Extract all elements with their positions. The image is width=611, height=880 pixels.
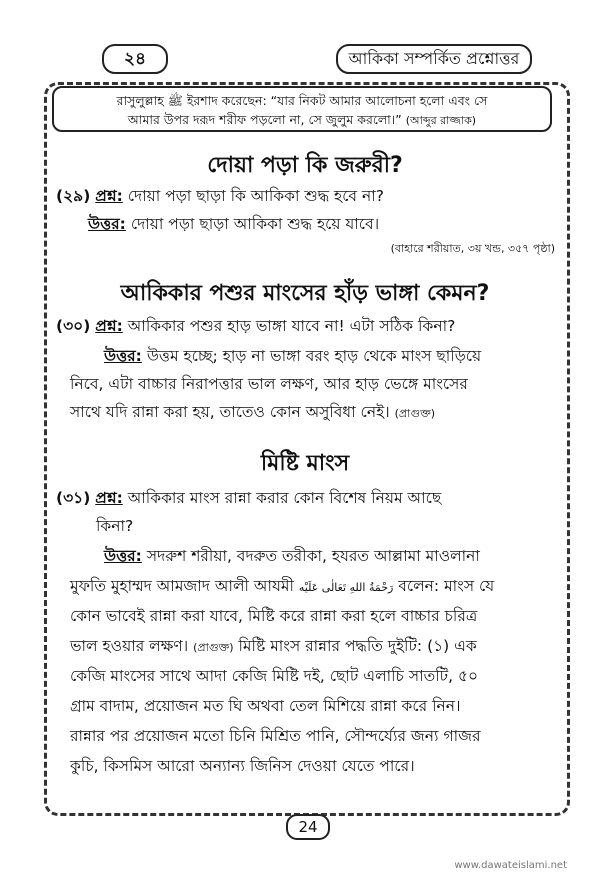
answer-31-line: কুচি, কিসমিস আরো অন্যান্য জিনিস দেওয়া যেতে পারে। — [70, 757, 415, 775]
section-heading: দোয়া পড়া কি জরুরী? — [207, 153, 403, 178]
answer-30-line: উত্তর: উত্তম হচ্ছে; হাড় না ভাঙ্গা বরং হাড় থেকে মাংস ছাড়িয়ে — [104, 347, 482, 365]
running-header-title: আকিকা সম্পর্কিত প্রশ্নোত্তর — [336, 44, 532, 74]
answer-30-line: সাথে যদি রান্না করা হয়, তাতেও কোন অসুবিধা নেই। (প্রাগুক্ত) — [70, 403, 436, 421]
question-31-line2: কিনা? — [96, 517, 134, 535]
section-heading: মিষ্টি মাংস — [260, 451, 350, 476]
answer-31-line: রান্নার পর প্রয়োজন মতো চিনি মিশ্রিত পানি, সৌন্দর্য্যের জন্য গাজর — [70, 727, 481, 745]
answer-31-line: কেজি মাংসের সাথে আদা কেজি মিষ্টি দই, ছোট এলাচি সাতটি, ৫০ — [70, 667, 479, 685]
page-number-footer: 24 — [286, 814, 330, 840]
section-heading: আকিকার পশুর মাংসের হাঁড় ভাঙ্গা কেমন? — [120, 281, 490, 306]
answer-31-line: ভাল হওয়ার লক্ষণ। (প্রাগুক্ত) মিষ্টি মাংস রান্নার পদ্ধতি দুইটি: (১) এক — [70, 637, 477, 655]
answer-31-line: গ্রাম বাদাম, প্রয়োজন মত ঘি অথবা তেল মিশিয়ে রান্না করে নিন। — [70, 697, 461, 715]
page-number-bengali: ২৪ — [102, 44, 168, 74]
quote-line-1: রাসুলুল্লাহ ﷺ ইরশাদ করেছেন: “যার নিকট আমার আলোচনা হলো এবং সে — [116, 93, 488, 108]
question-31: (৩১) প্রশ্ন: আকিকার মাংস রান্না করার কোন বিশেষ নিয়ম আছে — [56, 489, 442, 507]
answer-31-line: কোন ভাবেই রান্না করা যাবে, মিষ্টি করে রান্না করা হলে বাচ্চার চরিত্র — [70, 607, 478, 625]
hadith-quote-box — [52, 86, 552, 132]
website-watermark: www.dawateislami.net — [454, 860, 567, 871]
arabic-honorific: رَحْمَةُ اللهِ تَعَالٰی عَلَيْه — [298, 581, 394, 594]
answer-30-line: নিবে, এটা বাচ্চার নিরাপত্তার ভাল লক্ষণ, আর হাড় ভেঙ্গে মাংসের — [70, 375, 468, 393]
quote-source: (আব্দুর রাজ্জাক) — [405, 114, 477, 127]
quote-line-2: আমার উপর দরূদ শরীফ পড়লো না, সে জুলুম করলো।” (আব্দুর রাজ্জাক) — [127, 112, 477, 127]
source-citation: (বাহারে শরীয়াত, ৩য় খন্ড, ৩৫৭ পৃষ্ঠা) — [390, 242, 555, 255]
question-30: (৩০) প্রশ্ন: আকিকার পশুর হাড় ভাঙ্গা যাবে না! এটা সঠিক কিনা? — [56, 317, 456, 335]
answer-29: উত্তর: দোয়া পড়া ছাড়া আকিকা শুদ্ধ হয়ে যাবে। — [88, 215, 380, 233]
question-29: (২৯) প্রশ্ন: দোয়া পড়া ছাড়া কি আকিকা শুদ্ধ হবে না? — [56, 187, 384, 205]
answer-31-line: মুফতি মুহাম্মদ আমজাদ আলী আযমী رَحْمَةُ اللهِ تَعَالٰی عَلَيْه বলেন: মাংস যে — [70, 577, 495, 595]
answer-31-line: উত্তর: সদরুশ শরীয়া, বদরুত তরীকা, হযরত আল্লামা মাওলানা — [104, 547, 480, 565]
